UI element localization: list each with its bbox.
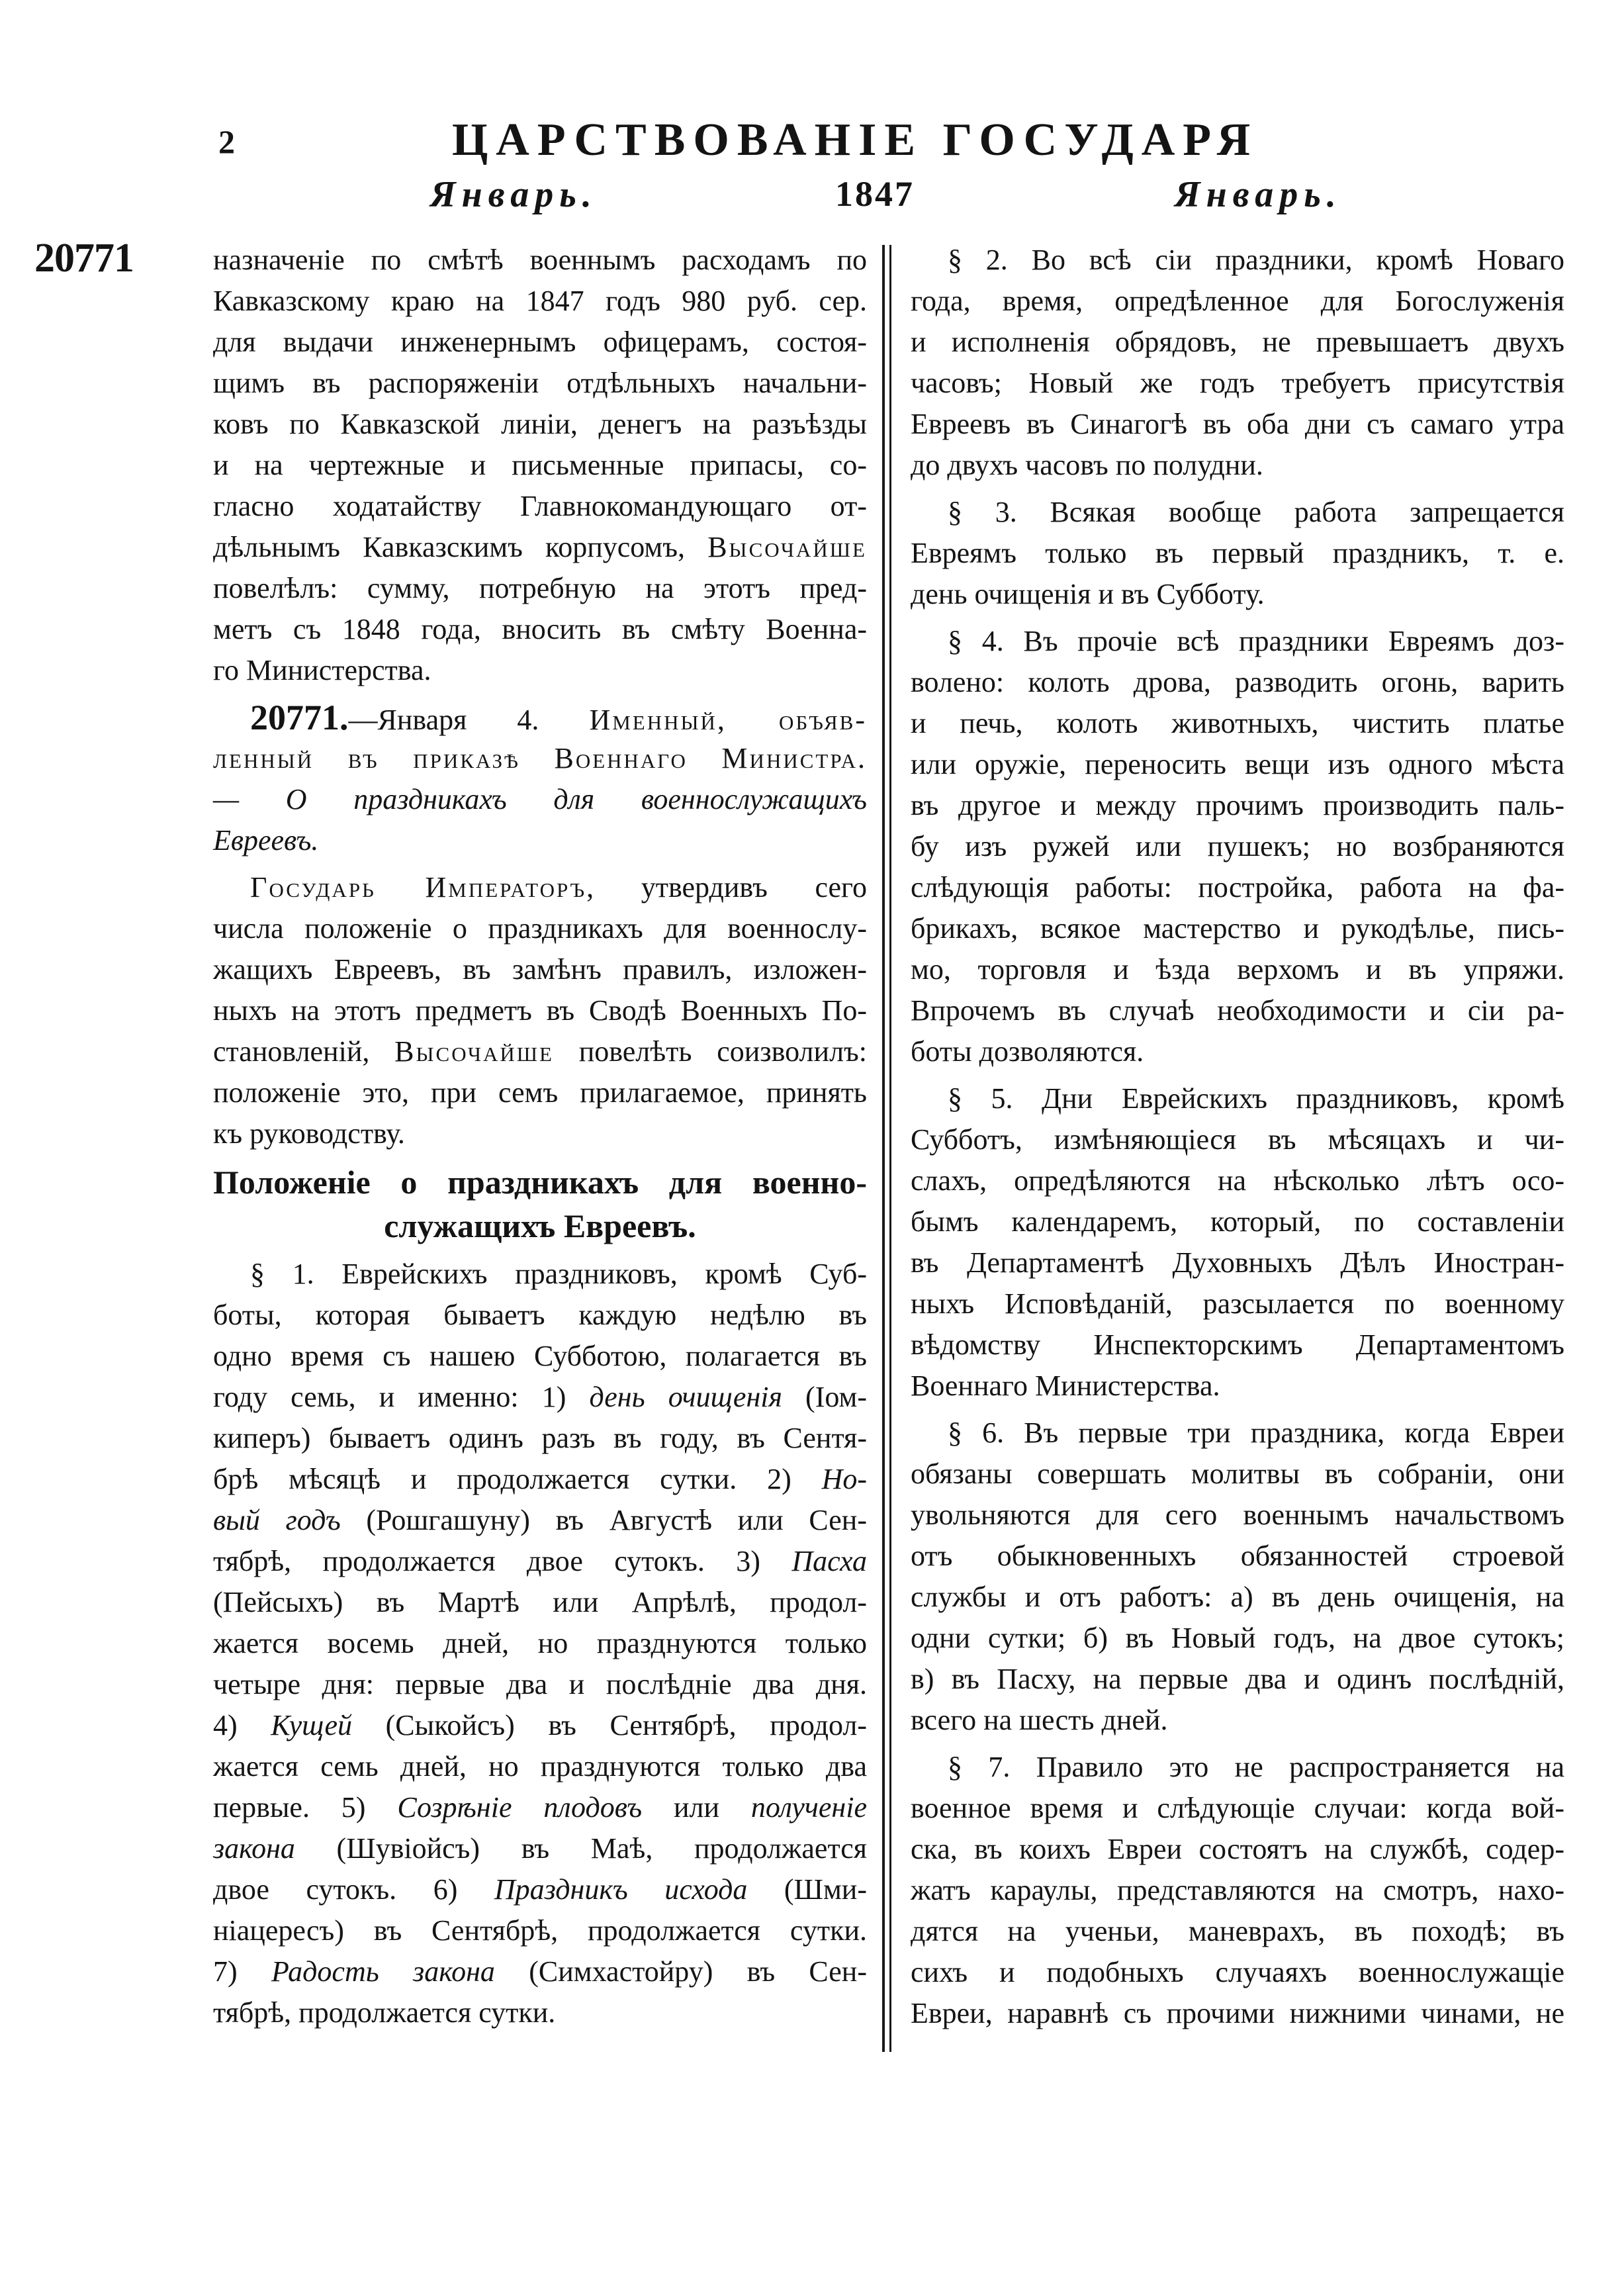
text-run: Военнаго Министерства.	[911, 1369, 1220, 1402]
text-line	[213, 363, 867, 404]
italic-text: Праздникъ исхода	[494, 1873, 748, 1906]
text-line	[213, 738, 867, 779]
italic-text: Евреевъ.	[213, 824, 319, 857]
text-line	[911, 1700, 1564, 1741]
text-run: слахъ, опредѣляются на нѣсколько лѣтъ осо-	[911, 1164, 1564, 1197]
running-title: ЦАРСТВОВАНІЕ ГОСУДАРЯ	[451, 115, 1259, 165]
text-line	[213, 404, 867, 445]
text-run: для выдачи инженернымъ офицерамъ, состоя-	[213, 326, 867, 358]
text-run: двое сутокъ. 6)	[213, 1873, 494, 1906]
text-line	[911, 990, 1564, 1031]
text-run: дятся на ученьи, маневрахъ, въ походѣ; въ	[911, 1915, 1564, 1947]
text-run: —Января 4.	[348, 704, 590, 736]
text-line	[911, 703, 1564, 744]
text-line	[213, 990, 867, 1031]
small-caps-text: Высочайше	[394, 1035, 554, 1068]
paragraph	[213, 240, 867, 691]
text-line	[911, 1366, 1564, 1407]
text-line	[213, 908, 867, 949]
text-line	[213, 609, 867, 650]
text-run: (Рошгашуну) въ Августѣ или Сен-	[340, 1504, 868, 1536]
text-run: 7)	[213, 1955, 271, 1988]
running-month-left: Январь.	[430, 174, 598, 215]
text-line	[213, 1746, 867, 1787]
text-line	[911, 1413, 1564, 1454]
paragraph	[911, 621, 1564, 1072]
column-divider	[889, 245, 891, 2052]
text-line	[911, 1031, 1564, 1072]
italic-text: закона	[213, 1832, 295, 1865]
paragraph	[213, 697, 867, 861]
text-run: щимъ въ распоряженіи отдѣльныхъ начальни-	[213, 367, 867, 399]
text-run: ныхъ Исповѣданій, разсылается по военному	[911, 1287, 1564, 1320]
text-run: Евреевъ въ Синагогѣ въ оба дни съ самаго утра	[911, 408, 1564, 440]
text-run: го Министерства.	[213, 654, 431, 686]
text-line	[911, 1242, 1564, 1283]
text-line	[911, 867, 1564, 908]
italic-text: — О праздникахъ для военнослужащихъ	[213, 783, 867, 815]
text-line	[213, 1500, 867, 1541]
text-run: одно время съ нашею Субботою, полагается въ	[213, 1340, 867, 1372]
text-line	[911, 1911, 1564, 1952]
text-line	[911, 445, 1564, 486]
italic-text: Но-	[821, 1463, 867, 1495]
text-line	[213, 1295, 867, 1336]
text-run: и печь, колоть животныхъ, чистить платье	[911, 707, 1564, 739]
text-line	[213, 650, 867, 691]
text-run: становленій,	[213, 1035, 395, 1068]
text-line	[911, 1454, 1564, 1495]
text-run: первые. 5)	[213, 1791, 398, 1824]
text-line	[213, 1787, 867, 1828]
text-line	[911, 785, 1564, 826]
text-run: (Симхастойру) въ Сен-	[494, 1955, 868, 1988]
text-run: § 5. Дни Еврейскихъ праздниковъ, кромѣ	[948, 1082, 1564, 1115]
text-line	[213, 1664, 867, 1705]
text-line	[213, 949, 867, 990]
text-line	[213, 1910, 867, 1951]
text-run: § 1. Еврейскихъ праздниковъ, кромѣ Суб-	[250, 1258, 867, 1290]
text-line	[213, 779, 867, 820]
small-caps-text: Высочайше	[707, 531, 867, 563]
text-run: четыре дня: первые два и послѣдніе два дня.	[213, 1668, 867, 1700]
text-run: брикахъ, всякое мастерство и рукодѣлье, пись-	[911, 912, 1564, 945]
text-line	[213, 322, 867, 363]
text-run: слѣдующія работы: постройка, работа на фа-	[911, 871, 1564, 904]
text-line	[911, 949, 1564, 990]
text-line	[213, 527, 867, 568]
text-line	[213, 445, 867, 486]
paragraph	[911, 1413, 1564, 1741]
text-run: бу изъ ружей или пушекъ; но возбраняются	[911, 830, 1564, 862]
text-line	[911, 908, 1564, 949]
text-run: боты, которая бываетъ каждую недѣлю въ	[213, 1299, 867, 1331]
text-run: отъ обыкновенныхъ обязанностей строевой	[911, 1540, 1564, 1572]
text-line	[911, 662, 1564, 703]
text-line	[911, 1160, 1564, 1201]
small-caps-text: Именный, объяв-	[589, 704, 868, 736]
text-run: обязаны совершать молитвы въ собраніи, они	[911, 1458, 1564, 1490]
column-divider	[882, 245, 885, 2052]
text-line	[911, 826, 1564, 867]
text-run: службы и отъ работъ: а) въ день очищенія, на	[911, 1581, 1564, 1613]
text-run: § 2. Во всѣ сіи праздники, кромѣ Новаго	[948, 244, 1564, 276]
text-line	[911, 744, 1564, 785]
text-line	[213, 1113, 867, 1154]
text-run: киперъ) бываетъ одинъ разъ въ году, въ Сентя-	[213, 1422, 867, 1454]
text-run: часовъ; Новый же годъ требуетъ присутствія	[911, 367, 1564, 399]
text-run: и исполненія обрядовъ, не превышаетъ двухъ	[911, 326, 1564, 358]
small-caps-text: ленный въ приказѣ Военнаго Министра.	[213, 742, 867, 774]
italic-text: Кущей	[271, 1709, 352, 1741]
text-run: назначеніе по смѣтѣ военнымъ расходамъ по	[213, 244, 867, 276]
text-line	[911, 533, 1564, 574]
text-run: числа положеніе о праздникахъ для военнослу-	[213, 912, 867, 945]
text-line	[213, 1336, 867, 1377]
text-line	[911, 1952, 1564, 1993]
text-run: 4)	[213, 1709, 271, 1741]
text-line	[213, 486, 867, 527]
text-run: мо, торговля и ѣзда верхомъ и въ упряжи.	[911, 953, 1564, 986]
text-line	[911, 574, 1564, 615]
text-run: ска, въ коихъ Евреи состоятъ на службѣ, содер-	[911, 1833, 1564, 1865]
text-run: Евреи, наравнѣ съ прочими нижними чинами, не	[911, 1997, 1564, 2029]
text-line	[911, 1618, 1564, 1659]
text-run: бымъ календаремъ, который, по составленіи	[911, 1205, 1564, 1238]
italic-text: Радость закона	[271, 1955, 495, 1988]
text-run: жащихъ Евреевъ, въ замѣнъ правилъ, изложен-	[213, 953, 867, 986]
right-column	[911, 240, 1564, 2040]
text-run: или оружіе, переносить вещи изъ одного мѣста	[911, 748, 1564, 780]
text-run: вѣдомству Инспекторскимъ Департаментомъ	[911, 1328, 1564, 1361]
text-run: (Шувіойсъ) въ Маѣ, продолжается	[294, 1832, 867, 1865]
text-run: ніацересъ) въ Сентябрѣ, продолжается сутки.	[213, 1914, 867, 1947]
text-line	[911, 363, 1564, 404]
text-line	[213, 1204, 867, 1248]
text-line	[213, 1869, 867, 1910]
paragraph	[911, 240, 1564, 486]
text-run: служащихъ Евреевъ.	[384, 1207, 696, 1244]
text-run: военное время и слѣдующіе случаи: когда вой-	[911, 1792, 1564, 1824]
text-run: увольняются для сего военнымъ начальствомъ	[911, 1499, 1564, 1531]
text-run: брѣ мѣсяцѣ и продолжается сутки. 2)	[213, 1463, 822, 1495]
text-run: (Шми-	[747, 1873, 867, 1906]
text-line	[213, 281, 867, 322]
text-run: Положеніе о праздникахъ для военно-	[213, 1164, 867, 1201]
text-run: в) въ Пасху, на первые два и одинъ послѣдній,	[911, 1663, 1564, 1695]
italic-text: день очищенія	[589, 1381, 782, 1413]
margin-document-number: 20771	[34, 236, 134, 281]
text-run: Кавказскому краю на 1847 годъ 980 руб. сер.	[213, 285, 867, 317]
text-line	[213, 1459, 867, 1500]
text-line	[911, 322, 1564, 363]
text-run: жатъ караулы, представляются на смотръ, нахо-	[911, 1874, 1564, 1906]
text-run: § 4. Въ прочіе всѣ праздники Евреямъ доз-	[948, 625, 1564, 657]
italic-text: Созрѣніе плодовъ	[397, 1791, 643, 1824]
text-run: жается восемь дней, но празднуются только	[213, 1627, 867, 1659]
italic-text: полученіе	[750, 1791, 867, 1824]
text-line	[911, 240, 1564, 281]
paragraph	[911, 1747, 1564, 2034]
text-line	[911, 1119, 1564, 1160]
text-run: § 6. Въ первые три праздника, когда Евреи	[948, 1416, 1564, 1449]
italic-text: Пасха	[791, 1545, 867, 1577]
text-line	[911, 404, 1564, 445]
text-line	[213, 1623, 867, 1664]
text-run: года, время, опредѣленное для Богослуженія	[911, 285, 1564, 317]
small-caps-text: Государь Императоръ	[250, 871, 587, 904]
text-line	[911, 1201, 1564, 1242]
text-line	[213, 240, 867, 281]
section-heading	[213, 1160, 867, 1248]
page-number: 2	[218, 123, 235, 160]
text-line	[213, 1072, 867, 1113]
text-line	[213, 1828, 867, 1869]
text-run: къ руководству.	[213, 1117, 405, 1150]
text-line	[911, 1870, 1564, 1911]
text-run: волено: колоть дрова, разводить огонь, варить	[911, 666, 1564, 698]
text-run: (Іом-	[782, 1381, 868, 1413]
text-line	[911, 1788, 1564, 1829]
paragraph	[213, 867, 867, 1154]
text-run: § 3. Всякая вообще работа запрещается	[948, 496, 1564, 528]
text-line	[911, 1495, 1564, 1536]
text-line	[213, 1705, 867, 1746]
text-line	[213, 820, 867, 861]
text-line	[911, 1659, 1564, 1700]
text-line	[213, 1160, 867, 1204]
text-run: въ Департаментѣ Духовныхъ Дѣлъ Иностран-	[911, 1246, 1564, 1279]
text-run: день очищенія и въ Субботу.	[911, 578, 1265, 610]
text-line	[213, 1582, 867, 1623]
text-run: ныхъ на этотъ предметъ въ Сводѣ Военныхъ По-	[213, 994, 867, 1027]
paragraph	[213, 1254, 867, 2033]
document-number: 20771.	[250, 698, 349, 737]
text-line	[911, 1577, 1564, 1618]
running-year: 1847	[835, 174, 915, 214]
text-line	[911, 1078, 1564, 1119]
text-line	[213, 1031, 867, 1072]
text-run: метъ съ 1848 года, вносить въ смѣту Военна-	[213, 613, 867, 645]
text-run: въ другое и между прочимъ производить паль-	[911, 789, 1564, 821]
text-line	[911, 1324, 1564, 1366]
text-run: гласно ходатайству Главнокомандующаго от-	[213, 490, 867, 522]
text-run: Субботъ, измѣняющіеся въ мѣсяцахъ и чи-	[911, 1123, 1564, 1156]
text-run: жается семь дней, но празднуются только два	[213, 1750, 867, 1783]
italic-text: вый годъ	[213, 1504, 341, 1536]
text-run: всего на шесть дней.	[911, 1704, 1168, 1736]
text-line	[213, 1254, 867, 1295]
text-line	[911, 621, 1564, 662]
text-line	[911, 1536, 1564, 1577]
text-run: Евреямъ только въ первый праздникъ, т. е.	[911, 537, 1564, 569]
text-line	[213, 568, 867, 609]
text-run: ковъ по Кавказской линіи, денегъ на разъѣзды	[213, 408, 867, 440]
text-run: дѣльнымъ Кавказскимъ корпусомъ,	[213, 531, 708, 563]
text-line	[911, 1747, 1564, 1788]
text-line	[213, 1992, 867, 2033]
text-run: § 7. Правило это не распространяется на	[948, 1751, 1564, 1783]
text-run: (Сыкойсъ) въ Сентябрѣ, продол-	[352, 1709, 867, 1741]
text-line	[911, 1829, 1564, 1870]
text-run: одни сутки; б) въ Новый годъ, на двое сутокъ;	[911, 1622, 1564, 1654]
text-run: положеніе это, при семъ прилагаемое, принять	[213, 1076, 867, 1109]
text-run: до двухъ часовъ по полудни.	[911, 449, 1263, 481]
paragraph	[911, 492, 1564, 615]
text-run: или	[642, 1791, 751, 1824]
text-run: повелѣть соизволилъ:	[553, 1035, 867, 1068]
text-run: году семь, и именно: 1)	[213, 1381, 590, 1413]
text-run: тябрѣ, продолжается двое сутокъ. 3)	[213, 1545, 792, 1577]
running-month-right: Январь.	[1175, 174, 1342, 215]
text-line	[911, 1283, 1564, 1324]
paragraph	[911, 1078, 1564, 1407]
text-line	[213, 867, 867, 908]
text-run: повелѣлъ: сумму, потребную на этотъ пред-	[213, 572, 867, 604]
text-run: (Пейсыхъ) въ Мартѣ или Апрѣлѣ, продол-	[213, 1586, 867, 1618]
text-run: Впрочемъ въ случаѣ необходимости и сіи ра-	[911, 994, 1564, 1027]
text-line	[213, 1377, 867, 1418]
text-run: сихъ и подобныхъ случаяхъ военнослужащіе	[911, 1956, 1564, 1988]
text-line	[911, 492, 1564, 533]
text-line	[911, 281, 1564, 322]
text-run: боты дозволяются.	[911, 1035, 1144, 1068]
text-run: , утвердивъ сего	[586, 871, 867, 904]
text-run: и на чертежные и письменные припасы, со-	[213, 449, 867, 481]
text-line	[213, 697, 867, 738]
text-run: тябрѣ, продолжается сутки.	[213, 1996, 556, 2029]
text-line	[213, 1951, 867, 1992]
text-line	[213, 1418, 867, 1459]
left-column	[213, 240, 867, 2039]
text-line	[213, 1541, 867, 1582]
text-line	[911, 1993, 1564, 2034]
